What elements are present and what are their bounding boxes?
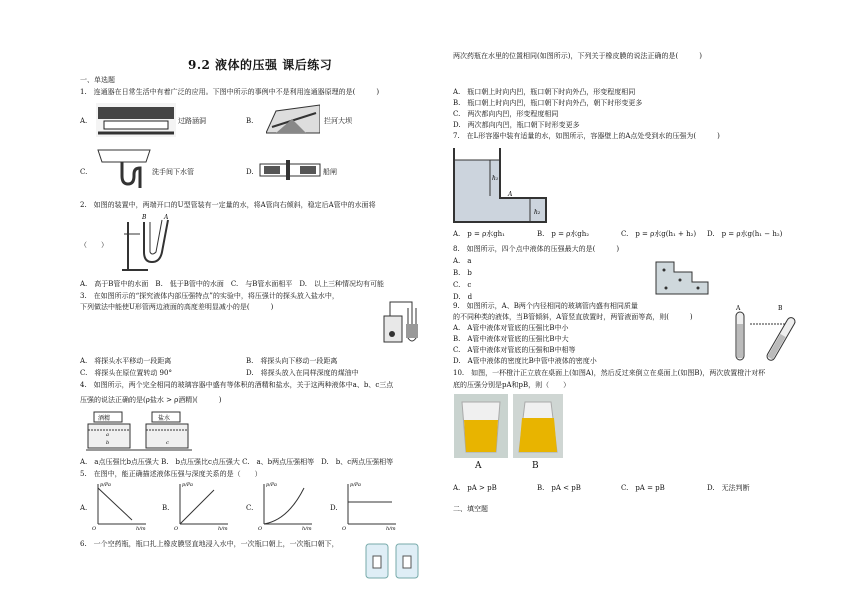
q9-option-d: D. A管中液体的密度比B中管中液体的密度小 — [453, 357, 597, 365]
question-3: 3. 在如图所示的“探究液体内部压强特点”的实验中，将压强计的探头放入盐水中， — [80, 292, 339, 300]
q1-caption-a: 过路涵洞 — [178, 117, 206, 125]
question-9-line2: 的不同种类的液体，当B管倾斜，A管竖直放置时，两管液面等高，则( ) — [453, 313, 693, 321]
svg-text:h/m: h/m — [386, 526, 396, 530]
svg-text:p/Pa: p/Pa — [100, 482, 112, 488]
q10-option-b: B. pA < pB — [537, 484, 581, 492]
beaker-label-alcohol: 酒精 — [98, 415, 111, 422]
svg-text:h/m: h/m — [136, 526, 146, 530]
question-6: 6. 一个空药瓶，瓶口扎上橡皮膜竖直地浸入水中，一次瓶口朝上，一次瓶口朝下， — [80, 540, 339, 548]
stepped-container-figure — [654, 260, 710, 296]
svg-text:O: O — [258, 526, 263, 530]
q5-option-c: C. — [246, 504, 254, 512]
point-a: a — [106, 432, 109, 438]
tube-label-a: A — [736, 305, 741, 312]
tubes-figure — [730, 302, 796, 364]
q9-option-b: B. A管中液体对管底的压强比B中大 — [453, 335, 569, 343]
sink-drain-figure — [96, 146, 152, 190]
photo-label-b: B — [532, 461, 539, 471]
page-title: 9.2 液体的压强 课后练习 — [188, 58, 333, 72]
svg-text:h/m: h/m — [302, 526, 312, 530]
question-10-line2: 底的压强分别是pA和pB，则（ ） — [453, 381, 571, 389]
q10-option-c: C. pA = pB — [621, 484, 665, 492]
point-b: b — [106, 440, 110, 446]
vials-figure — [364, 540, 420, 580]
question-6-continued: 两次药瓶在水里的位置相同(如图所示)，下列关于橡皮膜的说法正确的是( ) — [453, 52, 702, 60]
svg-text:O: O — [174, 526, 179, 530]
q1-option-d: D. — [246, 168, 254, 176]
q1-option-c: C. — [80, 168, 88, 176]
q6-option-b: B. 瓶口朝上时向内凹，瓶口朝下时向外凸，朝下时形变更多 — [453, 99, 643, 107]
q3-option-a: A. 将探头水平移动一段距离 — [80, 357, 172, 365]
q8-option-a: A. a — [453, 257, 472, 265]
q2-options: A. 高于B管中的水面 B. 低于B管中的水面 C. 与B管水面相平 D. 以上三种情况均有可能 — [80, 280, 384, 288]
label-h2: h₂ — [534, 209, 541, 216]
q1-option-b: B. — [246, 117, 254, 125]
question-9: 9. 如图所示，A、B两个内径相同的玻璃管内盛有相同质量 — [453, 302, 638, 310]
q6-option-c: C. 两次都向内凹，形变程度相同 — [453, 110, 559, 118]
q10-option-d: D. 无法判断 — [707, 484, 750, 492]
u-tube-figure — [118, 212, 178, 272]
svg-text:p/Pa: p/Pa — [266, 482, 278, 488]
q1-caption-c: 洗手间下水管 — [152, 168, 194, 176]
u-tube-label-a: A — [164, 214, 169, 221]
q4-options: A. a点压强比b点压强大 B. b点压强比c点压强大 C. a、b两点压强相等 D. b、c两点压强相等 — [80, 458, 394, 466]
graph-d — [342, 480, 402, 530]
q7-option-b: B. p = ρ水gh₂ — [537, 230, 590, 238]
ship-lock-figure — [258, 158, 322, 182]
q3-option-b: B. 将探头向下移动一段距离 — [246, 357, 338, 365]
dam-figure — [266, 103, 320, 135]
label-point-a: A — [508, 191, 513, 198]
q1-option-a: A. — [80, 117, 88, 125]
u-tube-label-b: B — [142, 214, 147, 221]
question-4-line2: 压强的说法正确的是(ρ盐水 > ρ酒精)( ) — [80, 396, 222, 404]
graph-a — [92, 480, 152, 530]
question-2-blank: （ ） — [80, 241, 108, 249]
q7-option-d: D. p = ρ水g(h₁ − h₂) — [707, 230, 783, 238]
juice-photo-b — [513, 394, 563, 458]
q7-option-a: A. p = ρ水gh₁ — [453, 230, 505, 238]
question-8: 8. 如图所示，四个点中液体的压强最大的是( ) — [453, 245, 620, 253]
beaker-label-saltwater: 盐水 — [158, 415, 171, 422]
q5-option-a: A. — [80, 504, 88, 512]
tube-label-b: B — [778, 305, 783, 312]
svg-text:h/m: h/m — [218, 526, 228, 530]
svg-text:p/Pa: p/Pa — [182, 482, 194, 488]
svg-text:O: O — [92, 526, 97, 530]
label-h1: h₁ — [492, 175, 499, 182]
q6-option-d: D. 两次都向内凹，瓶口朝下时形变更多 — [453, 121, 580, 129]
graph-b — [174, 480, 234, 530]
question-5: 5. 在图中，能正确描述液体压强与深度关系的是（ ） — [80, 470, 262, 478]
section-single-choice: 一、单选题 — [80, 76, 115, 84]
section-fill-in: 二、填空题 — [453, 505, 488, 513]
graph-c — [258, 480, 318, 530]
question-1: 1. 连通器在日常生活中有着广泛的应用。下图中所示的事例中不是利用连通器原理的是( ) — [80, 88, 380, 96]
question-3-line2: 下列做法中能使U形管两边液面的高度差明显减小的是( ) — [80, 303, 274, 311]
question-2: 2. 如图的装置中，两端开口的U型管装有一定量的水，将A管向右倾斜，稳定后A管中的水面将 — [80, 201, 376, 209]
q3-option-d: D. 将探头放入在同样深度的煤油中 — [246, 369, 359, 377]
q5-option-b: B. — [162, 504, 170, 512]
beakers-figure — [86, 410, 196, 452]
culvert-figure — [96, 103, 176, 137]
q10-option-a: A. pA > pB — [453, 484, 497, 492]
q8-option-b: B. b — [453, 269, 472, 277]
pressure-gauge-figure — [382, 296, 428, 346]
l-container-figure — [450, 144, 550, 226]
question-10: 10. 如图，一杯橙汁正立放在桌面上(如图A)，然后反过来倒立在桌面上(如图B)，两次放置橙汁对杯 — [453, 369, 766, 377]
q9-option-a: A. A管中液体对管底的压强比B中小 — [453, 324, 569, 332]
question-4: 4. 如图所示，两个完全相同的玻璃容器中盛有等体积的酒精和盐水，关于这两种液体中a、b、c三点 — [80, 381, 394, 389]
question-7: 7. 在L形容器中装有适量的水，如图所示，容器壁上的A点处受到水的压强为( ) — [453, 132, 720, 140]
q1-caption-d: 船闸 — [323, 168, 337, 176]
q8-option-d: D. d — [453, 293, 473, 301]
svg-text:p/Pa: p/Pa — [350, 482, 362, 488]
q1-caption-b: 拦河大坝 — [324, 117, 352, 125]
q7-option-c: C. p = ρ水g(h₁ + h₂) — [621, 230, 697, 238]
juice-photo-a — [454, 394, 508, 458]
point-c: c — [166, 440, 169, 446]
q3-option-c: C. 将探头在原位置转动 90° — [80, 369, 172, 377]
svg-text:O: O — [342, 526, 347, 530]
q9-option-c: C. A管中液体对管底的压强和B中相等 — [453, 346, 576, 354]
photo-label-a: A — [475, 461, 482, 471]
q6-option-a: A. 瓶口朝上时向内凹，瓶口朝下时向外凸，形变程度相同 — [453, 88, 636, 96]
q8-option-c: C. c — [453, 281, 472, 289]
q5-option-d: D. — [330, 504, 338, 512]
